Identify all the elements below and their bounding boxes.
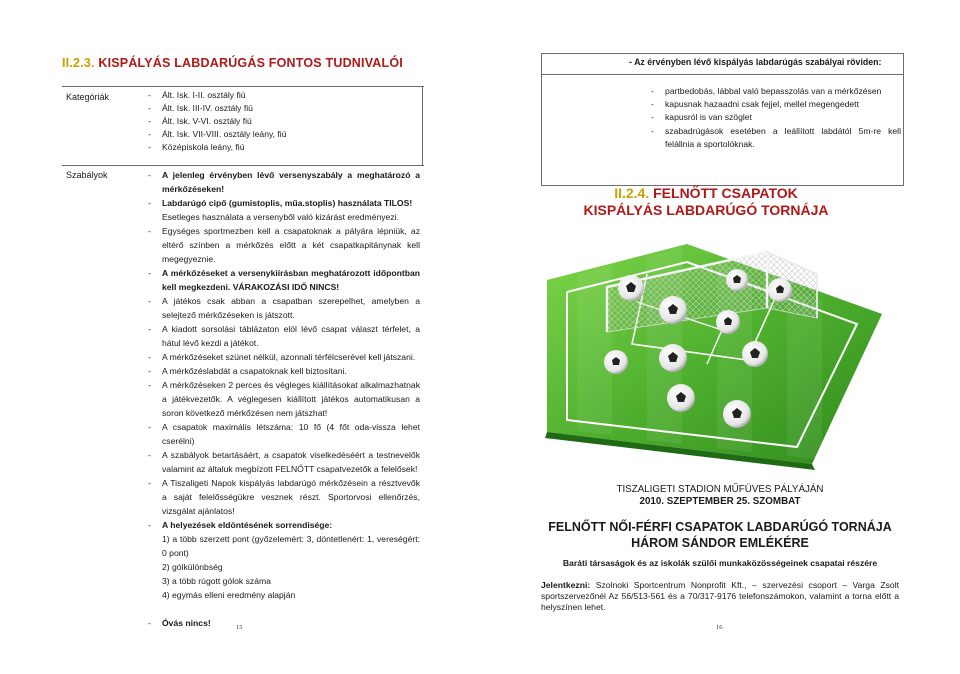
categories-list: [148, 89, 423, 154]
contact-body: Szolnoki Sportcentrum Nonprofit Kft., – szervezési csoport – Varga Zsolt sportszervezőnél Az 56/513-561 és a 70/317-9176 telefonszámokon, valamint a torna előtt a helyszínen lehet.: [541, 580, 900, 612]
football-field-image: [537, 232, 885, 470]
list-item: - Középiskola leány, fiú: [148, 142, 245, 152]
event-title: [541, 520, 899, 551]
rule-item: - A szabályok betartásáért, a csapatok viselkedéséért a testnevelők valamint az általuk megbízott FELNŐTT csapatvezetők a felelősek!: [148, 450, 420, 474]
divider-middle: [62, 165, 424, 166]
invite-text: Baráti társaságok és az iskolák szülői munkaközösségeinek csapatai részére: [562, 558, 878, 568]
rule-item: - A csapatok maximális létszáma: 10 fő (4 főt oda-vissza lehet cserélni): [148, 422, 420, 446]
ordering-item: 4) egymás elleni eredmény alapján: [162, 590, 296, 600]
rule-item: - Labdarúgó cipő (gumistoplis, műa.stoplis) használata TILOS! Esetleges használata a versenyből való kizárást eredményezi.: [148, 198, 413, 222]
rule-item: - A mérkőzéseket a versenykiírásban meghatározott időpontban kell megkezdeni. VÁRAKOZÁSI IDŐ NINCS!: [148, 268, 420, 292]
venue-text: TISZALIGETI STADION MŰFÜVES PÁLYÁJÁN: [616, 484, 824, 495]
rule-item: - A kiadott sorsolási táblázaton elöl lévő csapat választ térfelet, a hátul lévő kezdi a játékot.: [148, 324, 420, 348]
left-section-header: [62, 56, 403, 70]
rule-item: - A játékos csak abban a csapatban szerepelhet, amelyben a selejtező mérkőzéseken is játszott.: [148, 296, 420, 320]
ordering-item: 3) a több rúgott gólok száma: [162, 576, 271, 586]
short-rules-list: [651, 85, 901, 151]
list-item: - Ált. Isk. I-II. osztály fiú: [148, 90, 246, 100]
categories-label: Kategóriák: [66, 92, 110, 102]
rule-item: - A mérkőzéslabdát a csapatoknak kell biztosítani.: [148, 366, 347, 376]
rules-label: Szabályok: [66, 170, 108, 180]
list-item: - szabadrúgások esetében a leállított labdától 5m-re kell felállnia a sportolóknak.: [651, 125, 901, 149]
rule-item: - A helyezések eldöntésének sorrendisége:: [148, 520, 333, 530]
event-title-line1: FELNŐTT NŐI-FÉRFI CSAPATOK LABDARÚGÓ TORNÁJA: [548, 520, 892, 534]
rule-item: - Egységes sportmezben kell a csapatoknak a pályára lépniük, az eltérő színben a mérkőzés előtt a két csapatkapitánynak kell megegyeznie.: [148, 226, 420, 264]
tournament-heading: [541, 185, 871, 219]
rule-item: - A mérkőzéseket szünet nélkül, azonnali térfélcserével kell játszani.: [148, 352, 416, 362]
list-item: - partbedobás, lábbal való bepasszolás van a mérkőzésen: [651, 86, 882, 96]
list-item: - kapusról is van szöglet: [651, 112, 752, 123]
ordering-item: 1) a több szerzett pont (győzelemért: 3, döntetlenért: 1, vereségért: 0 pont): [162, 534, 420, 558]
rule-item: - Óvás nincs!: [148, 618, 211, 628]
football-field-illustration: [537, 232, 885, 470]
event-date: 2010. SZEPTEMBER 25. SZOMBAT: [639, 496, 801, 507]
page-number-right: 16: [716, 624, 723, 631]
contact-label: Jelentkezni:: [541, 580, 591, 590]
left-section-title: KISPÁLYÁS LABDARÚGÁS FONTOS TUDNIVALÓI: [98, 56, 403, 70]
tournament-section-number: II.2.4.: [614, 185, 650, 201]
tournament-title-line2: KISPÁLYÁS LABDARÚGÓ TORNÁJA: [583, 202, 829, 218]
list-item: - Ált. Isk. VII-VIII. osztály leány, fiú: [148, 129, 287, 139]
tournament-title-line1: FELNŐTT CSAPATOK: [653, 185, 798, 201]
divider-top: [62, 86, 424, 87]
list-item: - Ált. Isk. V-VI. osztály fiú: [148, 116, 252, 126]
page-number-left: 15: [236, 624, 243, 631]
contact-text: [541, 580, 899, 613]
rule-item: - A jelenleg érvényben lévő versenyszabály a meghatározó a mérkőzéseken!: [148, 170, 420, 194]
rules-list: [148, 168, 420, 630]
short-rules-heading: - Az érvényben lévő kispályás labdarúgás szabályai röviden:: [629, 57, 882, 67]
rule-item: - A mérkőzéseken 2 perces és végleges kiállításokat alkalmazhatnak a játékvezetők. A véglegesen kiállított játékos automatikusan a soron következő mérkőzésen nem játszhat!: [148, 380, 420, 418]
event-title-line2: HÁROM SÁNDOR EMLÉKÉRE: [631, 535, 809, 550]
list-item: - Ált. Isk. III-IV. osztály fiú: [148, 103, 253, 113]
list-item: - kapusnak hazaadni csak fejjel, mellel megengedett: [651, 99, 859, 110]
left-section-number: II.2.3.: [62, 56, 95, 70]
rule-item: - A Tiszaligeti Napok kispályás labdarúgó mérkőzésein a résztvevők a saját felelősségükre vesznek részt. Sportorvosi ellenőrzés, vizsgálat ajánlatos!: [148, 478, 420, 516]
ordering-item: 2) gólkülönbség: [162, 562, 223, 572]
